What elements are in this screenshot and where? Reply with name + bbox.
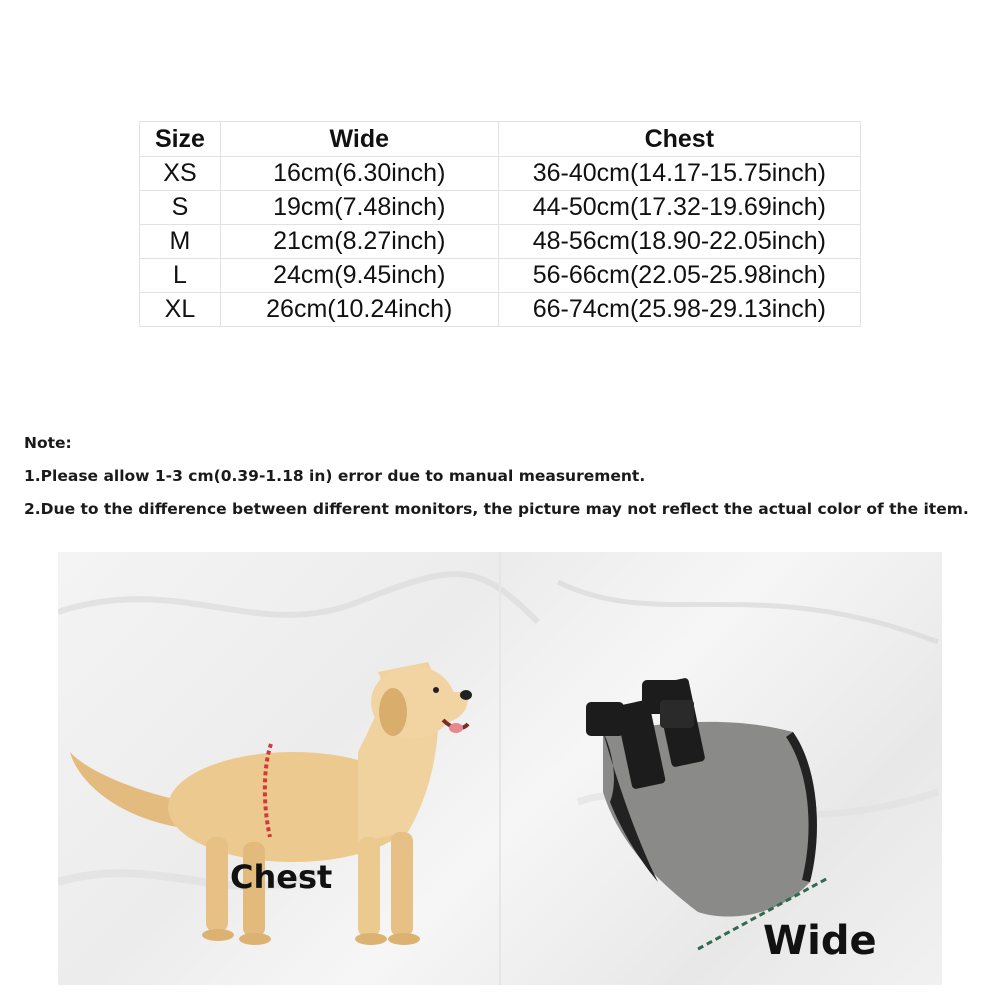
table-row [140,225,861,259]
header-chest: Chest [498,122,860,157]
chest-cell: 44-50cm(17.32-19.69inch) [498,191,860,225]
notes-title: Note: [24,434,72,452]
product-figure [586,677,817,916]
table-row [140,293,861,327]
chest-cell: 36-40cm(14.17-15.75inch) [498,157,860,191]
size-cell: XL [140,293,221,327]
table-row [140,157,861,191]
wide-cell: 24cm(9.45inch) [220,259,498,293]
wide-cell: 19cm(7.48inch) [220,191,498,225]
wide-cell: 16cm(6.30inch) [220,157,498,191]
table-row [140,191,861,225]
size-cell: L [140,259,221,293]
size-cell: S [140,191,221,225]
header-size: Size [140,122,221,157]
size-cell: XS [140,157,221,191]
chest-cell: 48-56cm(18.90-22.05inch) [498,225,860,259]
chest-cell: 66-74cm(25.98-29.13inch) [498,293,860,327]
chest-cell: 56-66cm(22.05-25.98inch) [498,259,860,293]
size-cell: M [140,225,221,259]
table-row [140,259,861,293]
notes-section [24,430,969,529]
wide-cell: 26cm(10.24inch) [220,293,498,327]
chest-label: Chest [230,858,333,896]
table-header-row [140,122,861,157]
header-wide: Wide [220,122,498,157]
size-chart-table [139,121,861,327]
dog-figure [70,662,472,945]
note-line-2: 2.Due to the difference between different monitors, the picture may not reflect the actual color of the item. [24,500,969,518]
wide-cell: 21cm(8.27inch) [220,225,498,259]
note-line-1: 1.Please allow 1-3 cm(0.39-1.18 in) error due to manual measurement. [24,467,646,485]
wide-label: Wide [763,918,877,964]
